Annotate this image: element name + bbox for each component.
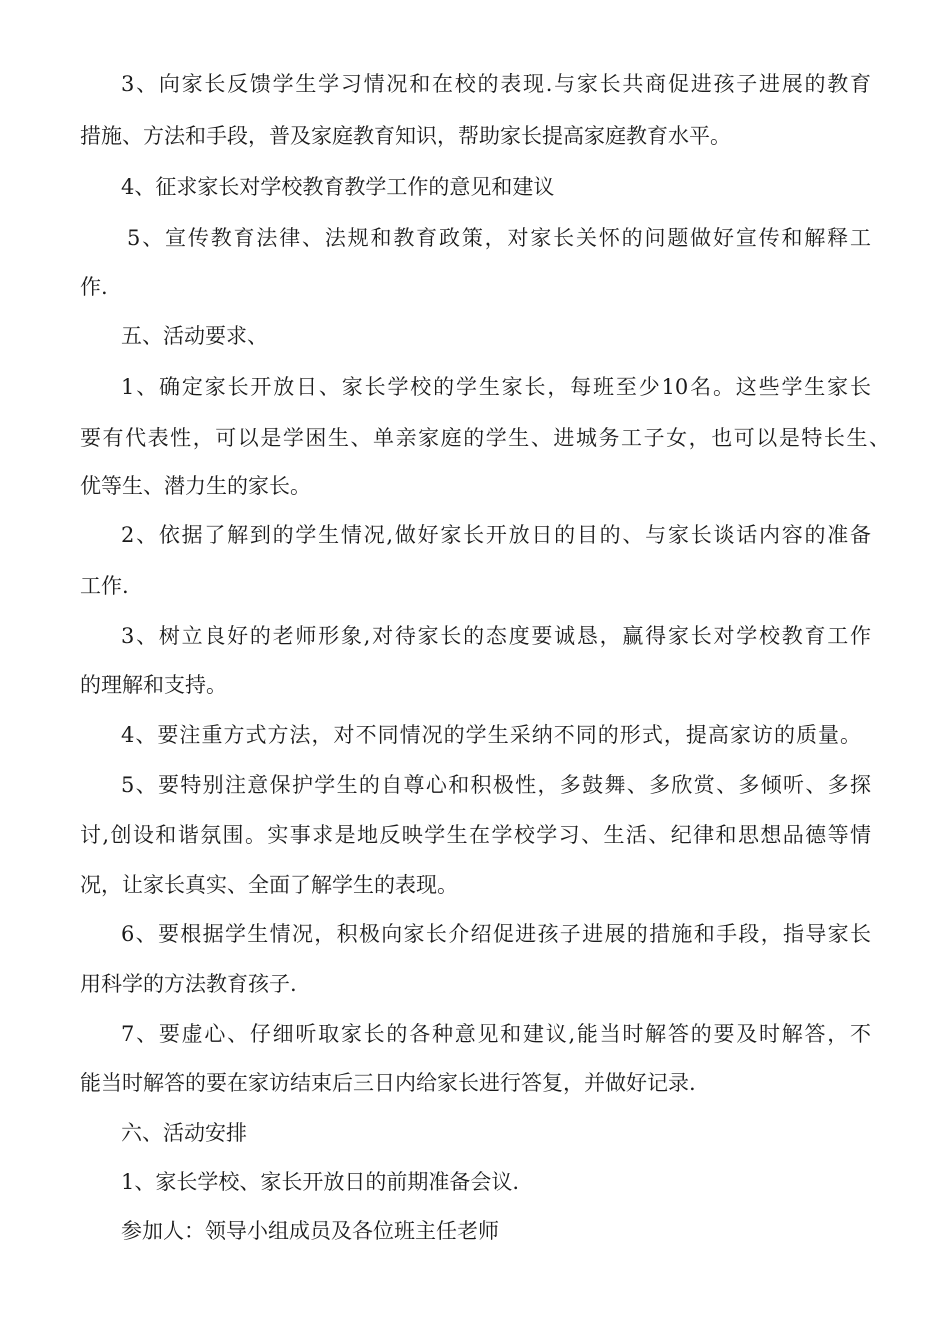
text-line: 5、要特别注意保护学生的自尊心和积极性，多鼓舞、多欣赏、多倾听、多探 [121, 773, 871, 797]
text-line: 4、要注重方式方法，对不同情况的学生采纳不同的形式，提高家访的质量。 [121, 723, 861, 747]
text-line: 参加人：领导小组成员及各位班主任老师 [121, 1219, 499, 1243]
text-line: 用科学的方法教育孩子. [80, 972, 297, 996]
text-line: 的理解和支持。 [80, 673, 227, 697]
text-line: 7、要虚心、仔细听取家长的各种意见和建议,能当时解答的要及时解答，不 [121, 1022, 871, 1046]
section-heading: 六、活动安排 [121, 1121, 247, 1145]
text-line: 能当时解答的要在家访结束后三日内给家长进行答复，并做好记录. [80, 1071, 696, 1095]
text-line: 作. [80, 275, 108, 299]
text-line: 2、依据了解到的学生情况,做好家长开放日的目的、与家长谈话内容的准备 [121, 523, 871, 547]
text-line: 要有代表性，可以是学困生、单亲家庭的学生、进城务工子女，也可以是特长生、 [80, 426, 890, 450]
text-line: 讨,创设和谐氛围。实事求是地反映学生在学校学习、生活、纪律和思想品德等情 [80, 823, 871, 847]
text-line: 1、确定家长开放日、家长学校的学生家长，每班至少10名。这些学生家长 [121, 375, 871, 399]
text-line: 措施、方法和手段，普及家庭教育知识，帮助家长提高家庭教育水平。 [80, 124, 731, 148]
section-heading: 五、活动要求、 [121, 324, 268, 348]
text-line: 3、向家长反馈学生学习情况和在校的表现.与家长共商促进孩子进展的教育 [121, 72, 871, 96]
text-line: 4、征求家长对学校教育教学工作的意见和建议 [121, 175, 555, 199]
text-line: 3、树立良好的老师形象,对待家长的态度要诚恳，赢得家长对学校教育工作 [121, 624, 871, 648]
text-line: 1、家长学校、家长开放日的前期准备会议. [121, 1170, 520, 1194]
text-line: 6、要根据学生情况，积极向家长介绍促进孩子进展的措施和手段，指导家长 [121, 922, 871, 946]
text-line: 况，让家长真实、全面了解学生的表现。 [80, 873, 458, 897]
text-line: 优等生、潜力生的家长。 [80, 474, 311, 498]
text-line: 工作. [80, 574, 129, 598]
text-line: 5、宣传教育法律、法规和教育政策，对家长关怀的问题做好宣传和解释工 [127, 226, 871, 250]
